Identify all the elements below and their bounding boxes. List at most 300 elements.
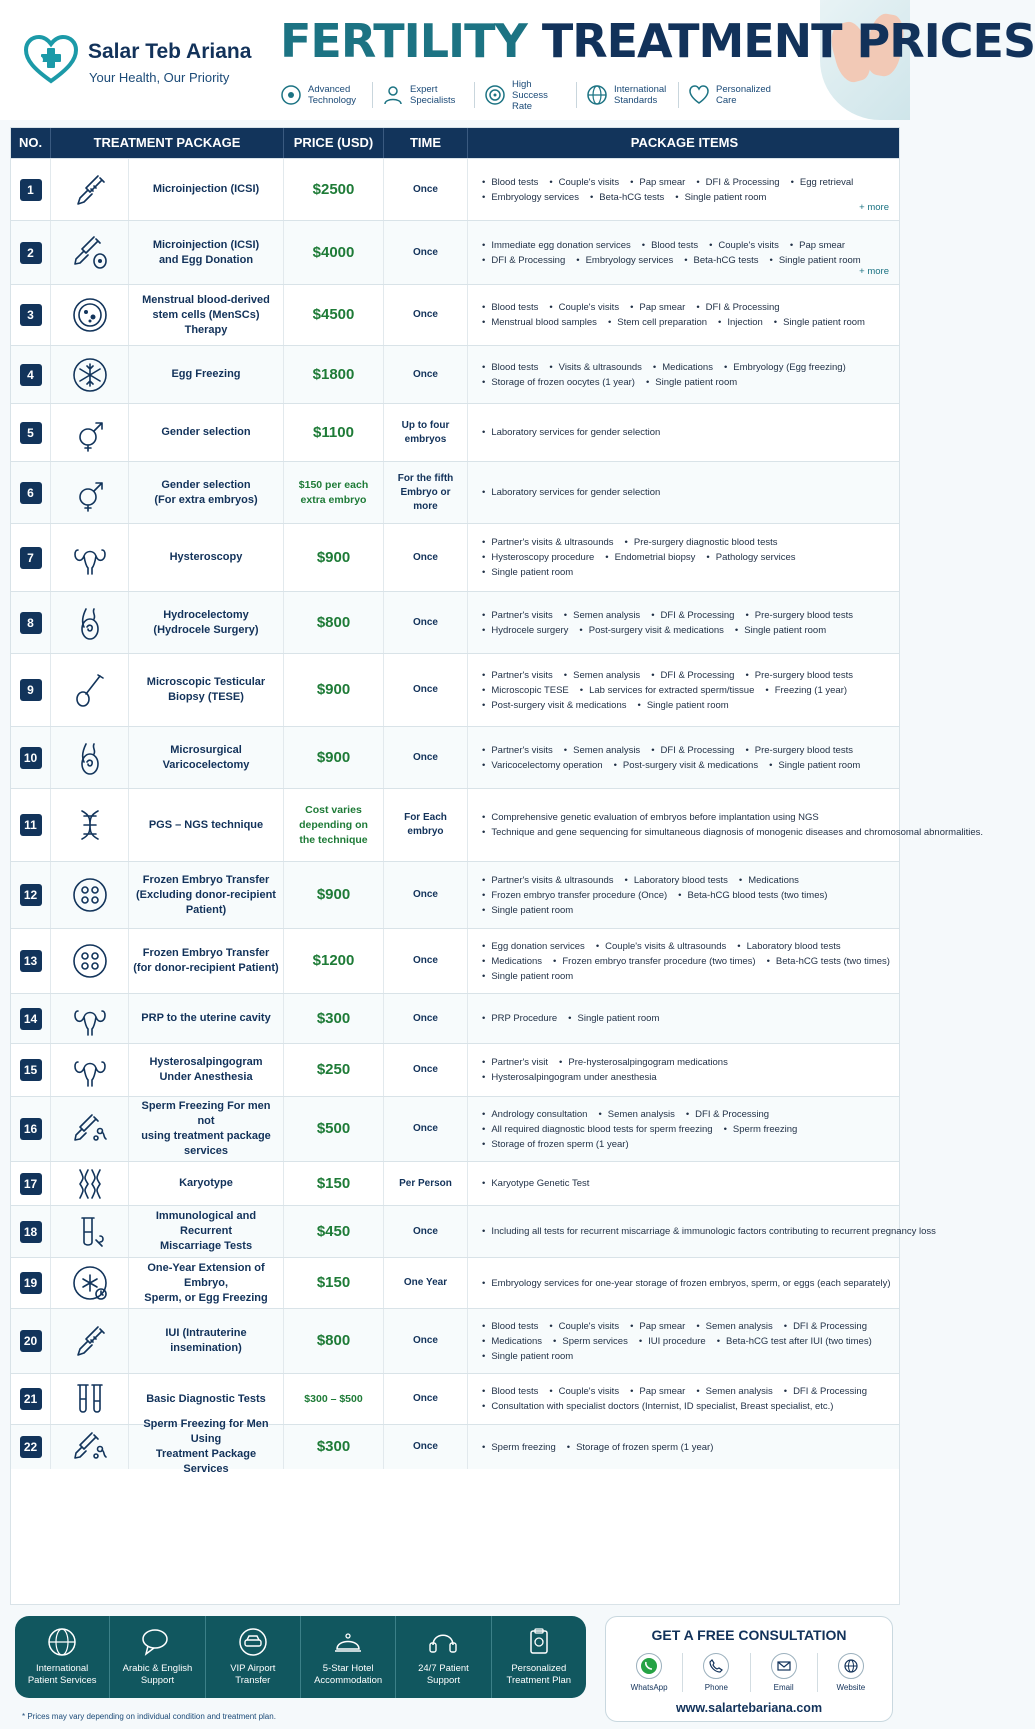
row-icon-cell xyxy=(51,462,129,523)
package-price: Cost varies depending on the technique xyxy=(299,803,368,846)
package-item: • Pap smear xyxy=(630,1319,685,1334)
package-item: • DFI & Processing xyxy=(696,175,779,190)
package-items xyxy=(482,535,901,580)
package-name: Basic Diagnostic Tests xyxy=(146,1392,266,1405)
package-price: $4000 xyxy=(312,243,355,261)
table-row xyxy=(11,653,899,726)
care-icon xyxy=(688,84,710,106)
package-name-cell xyxy=(129,654,284,726)
package-items xyxy=(482,608,901,638)
package-item: • Comprehensive genetic evaluation of embryos before implantation using NGS xyxy=(482,810,819,825)
package-time: Once xyxy=(412,1335,438,1346)
row-number: 6 xyxy=(20,482,42,504)
package-name: Microscopic Testicular Biopsy (TESE) xyxy=(146,676,266,703)
package-time: Once xyxy=(412,1441,438,1452)
row-number: 1 xyxy=(20,179,42,201)
package-item: • Sperm freezing xyxy=(482,1440,556,1455)
uterus-icon xyxy=(70,1050,110,1090)
package-item: • Single patient room xyxy=(774,315,865,330)
package-item: • Injection xyxy=(718,315,763,330)
time-cell xyxy=(384,524,468,591)
price-cell xyxy=(284,592,384,653)
package-name: PRP to the uterine cavity xyxy=(141,1012,271,1024)
price-cell xyxy=(284,654,384,726)
price-cell xyxy=(284,994,384,1043)
logo-icon xyxy=(24,34,78,84)
package-name: Sperm Freezing For men not using treatment package services xyxy=(141,1100,271,1157)
package-item: • Partner's visits xyxy=(482,668,553,683)
package-price: $150 xyxy=(316,1274,351,1291)
package-item: • Laboratory blood tests xyxy=(737,939,840,954)
gender-icon xyxy=(70,413,110,453)
row-icon-cell xyxy=(51,994,129,1043)
package-price: $250 xyxy=(316,1061,351,1078)
package-item: • Andrology consultation xyxy=(482,1107,587,1122)
items-cell xyxy=(468,727,901,788)
package-name: PGS – NGS technique xyxy=(148,818,264,831)
package-item: • Menstrual blood samples xyxy=(482,315,597,330)
package-item: • Single patient room xyxy=(769,758,860,773)
row-icon-cell xyxy=(51,1309,129,1373)
package-name: Frozen Embryo Transfer (for donor-recipient Patient) xyxy=(133,947,279,974)
package-item: • Semen analysis xyxy=(564,743,640,758)
package-price: $300 xyxy=(316,1438,351,1455)
package-item: • Visits & ultrasounds xyxy=(549,360,642,375)
row-number-cell xyxy=(11,346,51,403)
row-number-cell xyxy=(11,1425,51,1469)
row-icon-cell xyxy=(51,524,129,591)
items-cell xyxy=(468,592,901,653)
table-row xyxy=(11,284,899,345)
time-cell xyxy=(384,221,468,284)
package-item: • Freezing (1 year) xyxy=(765,683,847,698)
package-item: • Beta-hCG blood tests (two times) xyxy=(678,888,827,903)
service-item: 24/7 Patient Support xyxy=(396,1616,491,1698)
row-icon-cell xyxy=(51,654,129,726)
table-row xyxy=(11,1205,936,1257)
contact-list xyxy=(616,1653,884,1692)
row-icon-cell xyxy=(51,929,129,993)
contact-website[interactable]: Website xyxy=(818,1653,884,1692)
row-icon-cell xyxy=(51,789,129,861)
items-cell xyxy=(468,994,901,1043)
package-items xyxy=(482,175,901,213)
package-name-cell xyxy=(129,727,284,788)
row-number-cell xyxy=(11,159,51,220)
time-cell xyxy=(384,1258,468,1308)
table-row xyxy=(11,993,899,1043)
package-item: • Frozen embryo transfer procedure (Once) xyxy=(482,888,667,903)
package-name: Egg Freezing xyxy=(171,368,241,380)
package-item: • Beta-hCG tests (two times) xyxy=(767,954,890,969)
consultation-title: GET A FREE CONSULTATION xyxy=(651,1627,847,1643)
package-item: • Partner's visit xyxy=(482,1055,548,1070)
package-item: • Immediate egg donation services xyxy=(482,238,631,253)
uterus-icon xyxy=(70,538,110,578)
package-item: • DFI & Processing xyxy=(686,1107,769,1122)
package-time: Once xyxy=(412,1064,438,1075)
package-item: • Microscopic TESE xyxy=(482,683,569,698)
package-name: Menstrual blood-derived stem cells (MenSCs) Therapy xyxy=(142,293,270,336)
package-item: • Single patient room xyxy=(482,969,573,984)
package-name: Microinjection (ICSI) and Egg Donation xyxy=(152,238,260,266)
package-price: $800 xyxy=(316,613,351,631)
package-name-cell xyxy=(129,1044,284,1096)
row-number-cell xyxy=(11,1374,51,1424)
globe-icon xyxy=(45,1627,79,1657)
package-name-cell xyxy=(129,994,284,1043)
sperm-syringe-icon xyxy=(70,1427,110,1467)
package-item: • Single patient room xyxy=(568,1011,659,1026)
row-number-cell xyxy=(11,1162,51,1205)
package-item: • DFI & Processing xyxy=(482,253,565,268)
package-name: Gender selection xyxy=(161,426,251,438)
items-cell xyxy=(468,1044,901,1096)
package-item: • Sperm services xyxy=(553,1334,628,1349)
package-item: • Laboratory services for gender selection xyxy=(482,485,660,500)
table-row xyxy=(11,1257,899,1308)
package-item: • Medications xyxy=(739,873,799,888)
package-name-cell xyxy=(129,1418,284,1475)
price-cell xyxy=(284,1374,384,1424)
package-name-cell xyxy=(129,159,284,220)
package-time: One Year xyxy=(403,1277,448,1288)
package-time: Once xyxy=(412,616,438,628)
package-name: Sperm Freezing for Men Using Treatment Package Services xyxy=(143,1418,269,1475)
package-item: • Storage of frozen oocytes (1 year) xyxy=(482,375,635,390)
row-icon-cell xyxy=(51,592,129,653)
package-name-cell xyxy=(129,462,284,523)
package-item: • Pap smear xyxy=(630,300,685,315)
package-item: • Couple's visits xyxy=(549,1384,619,1399)
package-price: $300 – $500 xyxy=(304,1392,363,1405)
package-time: Once xyxy=(412,309,438,320)
package-item: • Storage of frozen sperm (1 year) xyxy=(482,1137,629,1152)
price-cell xyxy=(284,862,384,928)
row-number-cell xyxy=(11,462,51,523)
package-items xyxy=(482,1319,901,1364)
table-row xyxy=(11,788,983,861)
price-cell xyxy=(284,727,384,788)
package-price: $900 xyxy=(316,886,351,903)
package-item: • Storage of frozen sperm (1 year) xyxy=(567,1440,714,1455)
row-number: 15 xyxy=(20,1059,42,1081)
price-cell xyxy=(284,346,384,403)
more-link[interactable]: + more xyxy=(859,202,889,213)
time-cell xyxy=(384,462,468,523)
table-row xyxy=(11,403,899,461)
package-name-cell xyxy=(129,221,284,284)
package-time: Once xyxy=(412,955,438,966)
row-icon-cell xyxy=(51,862,129,928)
chromosome-icon xyxy=(70,1164,110,1204)
package-price: $300 xyxy=(316,1009,351,1027)
table-header xyxy=(11,128,899,158)
price-cell xyxy=(284,462,384,523)
table-row xyxy=(11,1418,899,1475)
items-cell xyxy=(468,462,901,523)
uterus-icon xyxy=(70,999,110,1039)
row-number-cell xyxy=(11,404,51,461)
package-item: • IUI procedure xyxy=(639,1334,706,1349)
page-header xyxy=(0,0,1035,120)
package-time: Once xyxy=(412,684,438,695)
price-table xyxy=(10,127,983,1605)
package-items xyxy=(482,939,901,984)
row-number: 4 xyxy=(20,364,42,386)
package-item: • Sperm freezing xyxy=(724,1122,798,1137)
testis-icon xyxy=(70,603,110,643)
package-item: • Egg retrieval xyxy=(791,175,854,190)
contact-whatsapp[interactable]: WhatsApp xyxy=(616,1653,683,1692)
package-item: • Pre-hysterosalpingogram medications xyxy=(559,1055,728,1070)
package-item: • DFI & Processing xyxy=(651,668,734,683)
package-item: • Single patient room xyxy=(675,190,766,205)
header-no: NO. xyxy=(11,128,51,158)
items-cell xyxy=(468,285,901,345)
items-cell xyxy=(468,524,901,591)
website-link[interactable]: www.salartebariana.com xyxy=(675,1701,823,1715)
package-item: • Embryology services for one-year storage of frozen embryos, sperm, or eggs (each separately) xyxy=(482,1276,891,1291)
time-cell xyxy=(384,1162,468,1205)
row-number: 19 xyxy=(20,1272,42,1294)
package-item: • Pre-surgery blood tests xyxy=(745,608,853,623)
items-cell xyxy=(468,862,901,928)
title-part-2: TREATMENT PRICES xyxy=(541,14,1035,68)
package-time: Once xyxy=(412,751,438,763)
package-name-cell xyxy=(129,1206,284,1257)
package-item: • Pap smear xyxy=(630,175,685,190)
package-item: • Blood tests xyxy=(642,238,698,253)
package-item: • Post-surgery visit & medications xyxy=(579,623,724,638)
phone-icon xyxy=(703,1653,729,1679)
row-number-cell xyxy=(11,929,51,993)
package-items xyxy=(482,425,901,440)
package-items xyxy=(482,1276,901,1291)
package-name-cell xyxy=(129,1258,284,1308)
package-item: • DFI & Processing xyxy=(696,300,779,315)
package-name: Hysteroscopy xyxy=(169,551,243,563)
price-cell xyxy=(284,285,384,345)
package-items xyxy=(482,1440,901,1455)
package-name: Hydrocelectomy (Hydrocele Surgery) xyxy=(153,608,259,636)
row-number: 11 xyxy=(20,814,42,836)
package-time: Once xyxy=(412,246,438,258)
row-icon-cell xyxy=(51,285,129,345)
price-cell xyxy=(284,1425,384,1469)
items-cell xyxy=(468,1206,936,1257)
package-name-cell xyxy=(129,1097,284,1161)
chat-icon xyxy=(140,1627,174,1657)
row-number-cell xyxy=(11,1309,51,1373)
row-icon-cell xyxy=(51,404,129,461)
sperm-syringe-icon xyxy=(70,1109,110,1149)
brand-tagline: Your Health, Our Priority xyxy=(89,70,230,85)
time-cell xyxy=(384,285,468,345)
package-item: • Pre-surgery blood tests xyxy=(745,743,853,758)
items-cell xyxy=(468,1425,901,1469)
feature-list xyxy=(276,78,780,112)
package-item: • Pap smear xyxy=(630,1384,685,1399)
package-item: • Semen analysis xyxy=(564,668,640,683)
feature-item: International Standards xyxy=(576,82,678,108)
storage-icon xyxy=(70,1263,110,1303)
price-note: * Prices may vary depending on individual condition and treatment plan. xyxy=(22,1712,276,1721)
package-item: • Consultation with specialist doctors (Internist, ID specialist, Breast specialist, etc.) xyxy=(482,1399,833,1414)
package-item: • DFI & Processing xyxy=(784,1319,867,1334)
package-items xyxy=(482,300,901,330)
contact-phone[interactable]: Phone xyxy=(683,1653,750,1692)
tube-icon xyxy=(70,1212,110,1252)
package-item: • Embryology (Egg freezing) xyxy=(724,360,846,375)
package-item: • Egg donation services xyxy=(482,939,585,954)
header-items: PACKAGE ITEMS xyxy=(630,135,739,150)
row-number-cell xyxy=(11,1206,51,1257)
package-item: • Couple's visits & ultrasounds xyxy=(596,939,726,954)
time-cell xyxy=(384,1044,468,1096)
package-name-cell xyxy=(129,524,284,591)
hotel-bell-icon xyxy=(331,1627,365,1657)
package-item: • Endometrial biopsy xyxy=(605,550,695,565)
car-icon xyxy=(236,1627,270,1657)
package-price: $150 per each extra embryo xyxy=(298,478,369,506)
dna-icon xyxy=(70,805,110,845)
package-name: IUI (Intrauterine insemination) xyxy=(165,1327,247,1354)
package-time: Once xyxy=(412,551,438,563)
package-items xyxy=(482,485,901,500)
row-number-cell xyxy=(11,221,51,284)
items-cell xyxy=(468,1309,901,1373)
headset-icon xyxy=(426,1627,460,1657)
package-item: • Medications xyxy=(653,360,713,375)
package-item: • Single patient room xyxy=(482,1349,573,1364)
service-item: 5-Star Hotel Accommodation xyxy=(301,1616,396,1698)
header-time: TIME xyxy=(384,128,468,158)
package-item: • Post-surgery visit & medications xyxy=(482,698,627,713)
biopsy-icon xyxy=(70,670,110,710)
table-row xyxy=(11,158,899,220)
table-row xyxy=(11,1161,899,1205)
price-cell xyxy=(284,524,384,591)
row-icon-cell xyxy=(51,1162,129,1205)
package-item: • Technique and gene sequencing for simultaneous diagnosis of monogenic diseases and chromosomal abnormalities. xyxy=(482,825,983,840)
package-price: $150 xyxy=(316,1174,351,1192)
row-number-cell xyxy=(11,994,51,1043)
package-item: • Partner's visits & ultrasounds xyxy=(482,535,614,550)
items-cell xyxy=(468,1258,901,1308)
package-name-cell xyxy=(129,929,284,993)
package-name-cell xyxy=(129,404,284,461)
service-item: International Patient Services xyxy=(15,1616,110,1698)
package-time: Once xyxy=(412,1012,438,1024)
package-item: • Single patient room xyxy=(482,903,573,918)
row-number-cell xyxy=(11,1097,51,1161)
package-item: • DFI & Processing xyxy=(784,1384,867,1399)
package-item: • Medications xyxy=(482,1334,542,1349)
package-name-cell xyxy=(129,789,284,861)
package-name-cell xyxy=(129,346,284,403)
consultation-box xyxy=(605,1616,893,1722)
feature-item: Advanced Technology xyxy=(276,82,372,108)
package-item: • Single patient room xyxy=(646,375,737,390)
package-item: • Couple's visits xyxy=(709,238,779,253)
services-bar xyxy=(15,1616,586,1698)
table-row xyxy=(11,345,899,403)
package-time: Up to four embryos xyxy=(401,419,450,445)
package-name-cell xyxy=(129,592,284,653)
contact-email[interactable]: Email xyxy=(751,1653,818,1692)
table-row xyxy=(11,861,899,928)
package-item: • Semen analysis xyxy=(696,1384,772,1399)
items-cell xyxy=(468,1162,901,1205)
price-cell xyxy=(284,789,384,861)
items-cell xyxy=(468,159,901,220)
time-cell xyxy=(384,1097,468,1161)
package-item: • Semen analysis xyxy=(696,1319,772,1334)
row-icon-cell xyxy=(51,221,129,284)
feature-item: Personalized Care xyxy=(678,82,780,108)
time-cell xyxy=(384,159,468,220)
price-cell xyxy=(284,1162,384,1205)
more-link[interactable]: + more xyxy=(859,266,889,277)
package-item: • Blood tests xyxy=(482,1384,538,1399)
time-cell xyxy=(384,789,468,861)
package-price: $900 xyxy=(316,748,351,766)
row-icon-cell xyxy=(51,1425,129,1469)
package-item: • Single patient room xyxy=(770,253,861,268)
package-items xyxy=(482,1107,901,1152)
price-cell xyxy=(284,1097,384,1161)
row-number-cell xyxy=(11,1258,51,1308)
feature-item: Expert Specialists xyxy=(372,82,474,108)
price-cell xyxy=(284,404,384,461)
package-item: • Blood tests xyxy=(482,360,538,375)
row-icon-cell xyxy=(51,1097,129,1161)
package-item: • Embryology services xyxy=(482,190,579,205)
package-price: $1800 xyxy=(312,365,355,383)
table-row xyxy=(11,591,899,653)
service-item: Arabic & English Support xyxy=(110,1616,205,1698)
price-cell xyxy=(284,929,384,993)
package-name: Karyotype xyxy=(179,1177,233,1189)
package-price: $2500 xyxy=(312,180,355,198)
package-item: • Beta-hCG tests xyxy=(590,190,664,205)
row-number-cell xyxy=(11,1044,51,1096)
page-title xyxy=(280,14,1035,68)
package-name: Microsurgical Varicocelectomy xyxy=(162,743,250,771)
package-price: $500 xyxy=(316,1120,351,1137)
row-number: 17 xyxy=(20,1173,42,1195)
package-item: • Couple's visits xyxy=(549,300,619,315)
row-number: 14 xyxy=(20,1008,42,1030)
row-number-cell xyxy=(11,285,51,345)
package-item: • Partner's visits xyxy=(482,743,553,758)
header-price: PRICE (USD) xyxy=(284,128,384,158)
package-price: $800 xyxy=(316,1332,351,1349)
package-item: • DFI & Processing xyxy=(651,743,734,758)
package-item: • Hysteroscopy procedure xyxy=(482,550,594,565)
package-item: • Pathology services xyxy=(706,550,795,565)
gender-icon xyxy=(70,473,110,513)
package-price: $900 xyxy=(316,681,351,698)
header-package: TREATMENT PACKAGE xyxy=(51,128,284,158)
package-price: $1200 xyxy=(312,952,355,969)
items-cell xyxy=(468,346,901,403)
package-name: Gender selection (For extra embryos) xyxy=(154,478,258,506)
time-cell xyxy=(384,1425,468,1469)
package-name: Microinjection (ICSI) xyxy=(152,183,260,195)
time-cell xyxy=(384,1309,468,1373)
